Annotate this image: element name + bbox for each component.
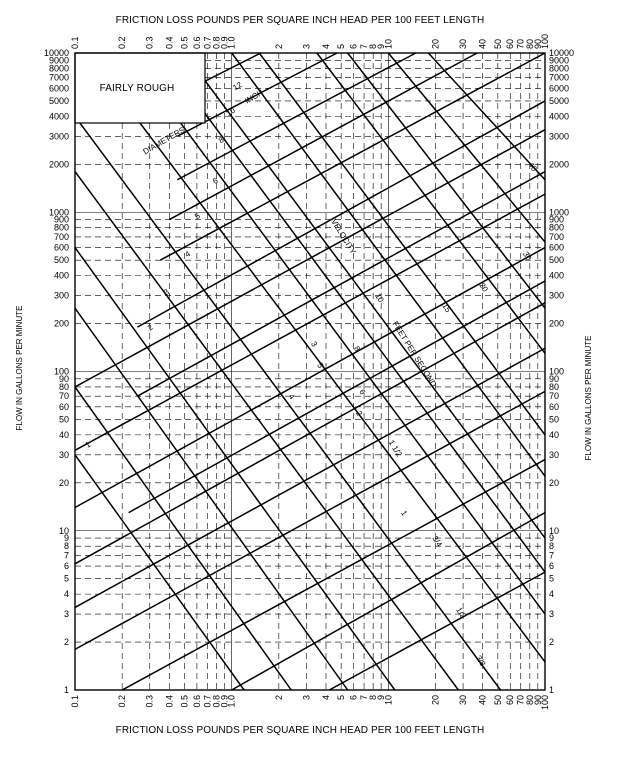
y-tick-label-left: 9000 xyxy=(48,55,69,66)
y-tick-label-right: 9000 xyxy=(549,55,570,66)
diameter-label: 4 xyxy=(183,249,193,260)
velocity-label: 1 xyxy=(399,508,410,518)
y-tick-label-right: 10000 xyxy=(549,48,575,58)
y-tick-label-left: 400 xyxy=(53,270,69,281)
y-tick-label-left: 10 xyxy=(58,525,69,536)
y-tick-label-left: 900 xyxy=(53,214,69,225)
y-tick-label-left: 4000 xyxy=(48,111,69,122)
y-tick-label-left: 300 xyxy=(53,290,69,301)
x-tick-label-bottom: 80 xyxy=(524,695,535,706)
y-tick-label-right: 500 xyxy=(549,255,565,266)
x-tick-label-bottom: 6 xyxy=(348,695,359,701)
diameters-title: DIAMETERS xyxy=(141,125,187,157)
y-tick-label-right: 70 xyxy=(549,391,560,402)
y-tick-label-right: 30 xyxy=(549,449,560,460)
diameter-label: 12 xyxy=(231,80,244,93)
velocity-label: 3/8 xyxy=(473,653,488,668)
velocity-label: 5 xyxy=(315,361,326,370)
x-tick-label-top: 0.1 xyxy=(70,36,80,49)
velocity-line xyxy=(348,53,545,308)
y-tick-label-right: 6 xyxy=(549,561,555,572)
y-tick-label-left: 500 xyxy=(53,255,69,266)
y-tick-label-left: 8000 xyxy=(48,63,69,74)
x-tick-label-top: 40 xyxy=(477,38,488,49)
x-tick-label-top: 1.0 xyxy=(226,36,237,49)
x-tick-label-bottom: 0.8 xyxy=(211,695,222,708)
x-tick-label-top: 70 xyxy=(515,38,526,49)
velocity-label: 8 xyxy=(351,344,362,354)
y-tick-label-right: 800 xyxy=(549,222,565,233)
y-tick-label-right: 400 xyxy=(549,270,565,281)
diameter-label: 1 xyxy=(83,439,93,450)
velocity-label: 4 xyxy=(286,392,297,402)
x-tick-label-top: 4 xyxy=(320,43,331,49)
velocity-label: 3/4 xyxy=(430,534,444,549)
y-tick-label-right: 7 xyxy=(549,550,555,561)
x-tick-label-bottom: 60 xyxy=(505,695,516,706)
velocity-label: 1 1/2 xyxy=(386,438,404,459)
x-tick-label-top: 50 xyxy=(492,38,503,49)
diameter-line xyxy=(75,248,545,508)
x-tick-label-top: 0.4 xyxy=(164,36,175,49)
y-tick-label-left: 5 xyxy=(63,573,69,584)
x-tick-label-bottom: 20 xyxy=(430,695,441,706)
y-tick-label-right: 600 xyxy=(549,242,565,253)
velocity-unit: FEET PER SECOND xyxy=(390,319,439,389)
diameter-label: 5 xyxy=(193,211,202,222)
velocity-label: 1/2 xyxy=(454,605,468,621)
diameter-label: 10 xyxy=(224,105,237,119)
y-tick-label-left: 7 xyxy=(63,550,69,561)
y-tick-label-right: 90 xyxy=(549,373,560,384)
y-label-left: FLOW IN GALLONS PER MINUTE xyxy=(15,305,24,431)
y-tick-label-left: 100 xyxy=(53,366,69,377)
y-tick-label-right: 7000 xyxy=(549,72,570,83)
y-tick-label-right: 20 xyxy=(549,477,560,488)
x-tick-label-bottom: 5 xyxy=(336,695,347,701)
y-tick-label-right: 700 xyxy=(549,231,565,242)
y-tick-label-right: 900 xyxy=(549,214,565,225)
x-tick-label-bottom: 100 xyxy=(540,695,550,711)
y-tick-label-right: 1000 xyxy=(549,207,570,218)
x-tick-label-top: 6 xyxy=(348,43,359,49)
y-tick-label-left: 2 xyxy=(63,637,69,648)
x-tick-label-top: 5 xyxy=(336,43,347,49)
x-tick-label-top: 10 xyxy=(383,38,394,49)
x-tick-label-bottom: 9 xyxy=(376,695,387,701)
y-tick-label-right: 6000 xyxy=(549,83,570,94)
y-tick-label-left: 50 xyxy=(58,414,69,425)
legend-box-label: FAIRLY ROUGH xyxy=(99,83,175,94)
line-labels-layer xyxy=(84,80,539,669)
x-tick-label-bottom: 8 xyxy=(368,695,379,701)
y-tick-label-left: 20 xyxy=(58,477,69,488)
y-tick-label-left: 10000 xyxy=(43,48,69,58)
y-tick-label-left: 6000 xyxy=(48,83,69,94)
y-tick-label-right: 3 xyxy=(549,609,555,620)
x-tick-label-bottom: 7 xyxy=(359,695,370,701)
velocity-line xyxy=(317,53,545,353)
y-tick-label-left: 90 xyxy=(58,373,69,384)
y-tick-label-right: 8 xyxy=(549,541,555,552)
x-tick-label-bottom: 3 xyxy=(301,695,312,701)
y-tick-label-right: 200 xyxy=(549,318,565,329)
x-tick-label-top: 0.2 xyxy=(117,36,128,49)
x-tick-label-top: 100 xyxy=(540,33,550,49)
x-tick-label-bottom: 0.4 xyxy=(164,695,175,708)
x-tick-label-top: 8 xyxy=(368,43,379,49)
y-tick-label-right: 1 xyxy=(549,685,555,695)
x-tick-label-top: 30 xyxy=(458,38,469,49)
velocity-line xyxy=(75,455,244,690)
x-tick-label-top: 90 xyxy=(532,38,543,49)
x-tick-label-top: 3 xyxy=(301,43,312,49)
y-tick-label-left: 80 xyxy=(58,381,69,392)
velocity-label: 15 xyxy=(440,301,453,315)
y-tick-label-left: 7000 xyxy=(48,72,69,83)
y-tick-label-right: 3000 xyxy=(549,131,570,142)
diameter-label: 3 xyxy=(162,287,171,298)
x-tick-label-bottom: 10 xyxy=(383,695,394,706)
y-tick-label-right: 60 xyxy=(549,401,560,412)
x-tick-label-bottom: 2 xyxy=(273,695,284,701)
x-tick-label-top: 0.7 xyxy=(202,36,213,49)
y-tick-label-left: 40 xyxy=(58,429,69,440)
x-tick-label-top: 0.3 xyxy=(144,36,155,49)
diameter-label: 8 xyxy=(216,135,226,146)
velocity-label: 6 xyxy=(357,387,368,397)
y-tick-label-left: 60 xyxy=(58,401,69,412)
diameter-label: 6 xyxy=(211,175,220,186)
y-tick-label-left: 1 xyxy=(63,685,69,695)
velocity-label: 30 xyxy=(520,249,534,263)
velocity-line xyxy=(75,308,348,690)
y-tick-label-right: 300 xyxy=(549,290,565,301)
x-tick-label-bottom: 4 xyxy=(320,695,331,701)
x-tick-label-bottom: 50 xyxy=(492,695,503,706)
y-tick-label-right: 100 xyxy=(549,366,565,377)
y-tick-label-left: 800 xyxy=(53,222,69,233)
velocity-label: 3 xyxy=(309,339,320,349)
x-tick-label-top: 2 xyxy=(273,43,284,49)
x-tick-label-bottom: 40 xyxy=(477,695,488,706)
x-tick-label-bottom: 30 xyxy=(458,695,469,706)
y-tick-label-right: 5000 xyxy=(549,95,570,106)
y-tick-label-left: 9 xyxy=(63,533,69,544)
x-tick-label-bottom: 0.1 xyxy=(70,695,80,708)
y-tick-label-left: 5000 xyxy=(48,95,69,106)
title-top: FRICTION LOSS POUNDS PER SQUARE INCH HEAD PER 100 FEET LENGTH xyxy=(115,15,485,26)
ticks-layer xyxy=(44,34,574,710)
x-tick-label-top: 0.9 xyxy=(219,36,230,49)
y-tick-label-left: 4 xyxy=(63,589,69,600)
y-tick-label-left: 70 xyxy=(58,391,69,402)
velocity-label: 40 xyxy=(526,160,539,173)
y-tick-label-left: 2000 xyxy=(48,159,69,170)
x-tick-label-bottom: 70 xyxy=(515,695,526,706)
x-tick-label-bottom: 0.2 xyxy=(117,695,128,708)
diameter-line xyxy=(160,53,545,260)
y-tick-label-right: 40 xyxy=(549,429,560,440)
y-tick-label-left: 30 xyxy=(58,449,69,460)
x-tick-label-bottom: 0.9 xyxy=(219,695,230,708)
y-label-right: FLOW IN GALLONS PER MINUTE xyxy=(584,335,593,461)
y-tick-label-right: 10 xyxy=(549,525,560,536)
y-tick-label-right: 2 xyxy=(549,637,555,648)
x-tick-label-bottom: 90 xyxy=(532,695,543,706)
velocity-line xyxy=(75,172,458,690)
y-tick-label-right: 80 xyxy=(549,381,560,392)
y-tick-label-left: 700 xyxy=(53,231,69,242)
diameter-label: 2 xyxy=(146,322,155,333)
x-tick-label-top: 9 xyxy=(376,43,387,49)
velocity-title: VELOCITY xyxy=(329,217,358,256)
x-tick-label-top: 80 xyxy=(524,38,535,49)
y-tick-label-right: 5 xyxy=(549,573,555,584)
y-tick-label-left: 1000 xyxy=(48,207,69,218)
x-tick-label-bottom: 0.7 xyxy=(202,695,213,708)
x-tick-label-bottom: 0.6 xyxy=(191,695,202,708)
y-tick-label-left: 8 xyxy=(63,541,69,552)
velocity-line xyxy=(388,53,545,242)
y-tick-label-right: 2000 xyxy=(549,159,570,170)
y-tick-label-left: 200 xyxy=(53,318,69,329)
title-bottom: FRICTION LOSS POUNDS PER SQUARE INCH HEAD PER 100 FEET LENGTH xyxy=(115,725,485,736)
y-tick-label-left: 3 xyxy=(63,609,69,620)
y-tick-label-right: 50 xyxy=(549,414,560,425)
x-tick-label-bottom: 0.5 xyxy=(179,695,190,708)
velocity-label: 10 xyxy=(373,291,386,305)
velocity-line xyxy=(75,116,501,690)
y-tick-label-right: 4 xyxy=(549,589,555,600)
x-tick-label-top: 7 xyxy=(359,43,370,49)
x-tick-label-top: 0.5 xyxy=(179,36,190,49)
velocity-label: 20 xyxy=(477,281,490,294)
velocity-line xyxy=(75,387,291,690)
y-tick-label-left: 3000 xyxy=(48,131,69,142)
y-tick-label-right: 8000 xyxy=(549,63,570,74)
x-tick-label-top: 20 xyxy=(430,38,441,49)
y-tick-label-left: 6 xyxy=(63,561,69,572)
diameter-unit: INCH xyxy=(243,87,265,106)
velocity-label: 2 xyxy=(354,409,365,418)
x-tick-label-top: 0.6 xyxy=(191,36,202,49)
x-tick-label-top: 60 xyxy=(505,38,516,49)
y-tick-label-left: 600 xyxy=(53,242,69,253)
diameter-line xyxy=(329,572,545,690)
y-tick-label-right: 9 xyxy=(549,533,555,544)
x-tick-label-bottom: 1.0 xyxy=(226,695,237,708)
y-tick-label-right: 4000 xyxy=(549,111,570,122)
x-tick-label-bottom: 0.3 xyxy=(144,695,155,708)
x-tick-label-top: 0.8 xyxy=(211,36,222,49)
